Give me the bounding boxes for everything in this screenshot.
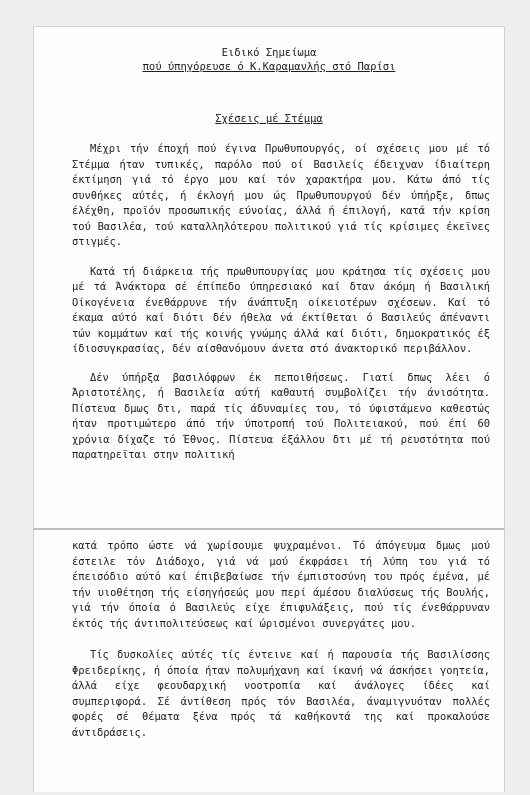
document-subtitle: πού ύπηγόρευσε ό Κ.Καραμανλής στό Παρίσι <box>142 61 396 73</box>
document-title: Ειδικό Σημείωμα <box>221 47 317 59</box>
paragraph-2: Κατά τή διάρκεια τής πρωθυπουργίας μου κράτησα τίς σχέσεις μου μέ τά Άνάκτορα σέ έπίπεδο ύπηρεσιακό καί δταν άκόμη ή Βασιλική Οίκογένεια ένεθάρρυνε τήν άνάπτυξη οίκειοτέρων σχέσεων. Καί τό έκαμα αύτό καί διότι δέν ήθελα νά έκτίθεται ό Βασιλεύς άπέναντι τών κομμάτων καί τής κοινής γνώμης άλλά καί διότι, δημοκρατικός έξ ίδιοσυγκρασίας, δέν αίσθανόμουν άνετα στό άνακτορικό περιβάλλον. <box>72 265 490 355</box>
paragraph-5: Τίς δυσκολίες αύτές τίς έντεινε καί ή παρουσία τής Βασιλίσσης Φρειδερίκης, ή όποία ήταν πολυμήχανη καί ίκανή νά άσκήσει γοητεία, άλλά είχε φεουδαρχική νοοτροπία καί άνάλογες ίδέες καί συμπεριφορά. Σέ άντίθεση πρός τόν Βασιλέα, άναμιγνυόταν πολλές φορές σέ θέματα ξένα πρός τά καθήκοντά της καί προκαλούσε άντιδράσεις. <box>72 649 490 739</box>
paragraph-4: κατά τρόπο ώστε νά χωρίσουμε ψυχραμένοι. Τό άπόγευμα δμως μού έστειλε τόν Διάδοχο, γιά νά μού έκφράσει τή λύπη του γιά τό έπεισόδιο αύτό καί έπιβεβαίωσε τήν έμπιστοσύνη του πρός έμένα, μέ τήν υιοθέτηση τής είσηγήσεώς μου περί άμέσου διαλύσεως τής Βουλής, γιά τήν όποία ό Βασιλεύς είχε έπιφυλάξεις, πού τίς ένεθάρρυναν έκτός τής άντιπολιτεύσεως καί ώρισμένοι συνεργάτες μου. <box>72 540 490 630</box>
paragraph-1: Μέχρι τήν έποχή πού έγινα Πρωθυπουργός, οί σχέσεις μου μέ τό Στέμμα ήταν τυπικές, παρόλο πού οί Βασιλείς έδειχναν ίδιαίτερη έκτίμηση γιά τό έργο μου καί τόν χαρακτήρα μου. Κάτω άπό τίς συνθήκες αύτές, ή έκλογή μου ώς Πρωθυπουργού δέν ύπήρξε, δπως έλέχθη, προϊόν προσωπικής εύνοίας, άλλά ή έπιλογή, κατά τήν κρίση τού Βασιλέα, τού καταλληλότερου πολιτικού γιά τίς κρίσιμες έκεϊνες στιγμές. <box>72 143 490 248</box>
document-page-bottom <box>33 528 505 792</box>
document-page-top <box>33 26 505 534</box>
section-heading: Σχέσεις μέ Στέμμα <box>215 113 323 125</box>
paragraph-3: Δέν ύπήρξα βασιλόφρων έκ πεποιθήσεως. Γιατί δπως λέει ό Άριστοτέλης, ή Βασιλεία αύτή καθαυτή συμβολίζει τήν άνισότητα. Πίστευα δμως δτι, παρά τίς άδυναμίες του, τό ύφιστάμενο καθεστώς ήταν προτιμώτερο άπό τήν ύποτροπή τού Πολιτειακού, πού έπί 60 χρόνια δίχαζε τό Έθνος. Πίστευα έξάλλου δτι μέ τή ρευστότητα πού παρατηρεϊται στην πολιτική <box>72 371 490 461</box>
